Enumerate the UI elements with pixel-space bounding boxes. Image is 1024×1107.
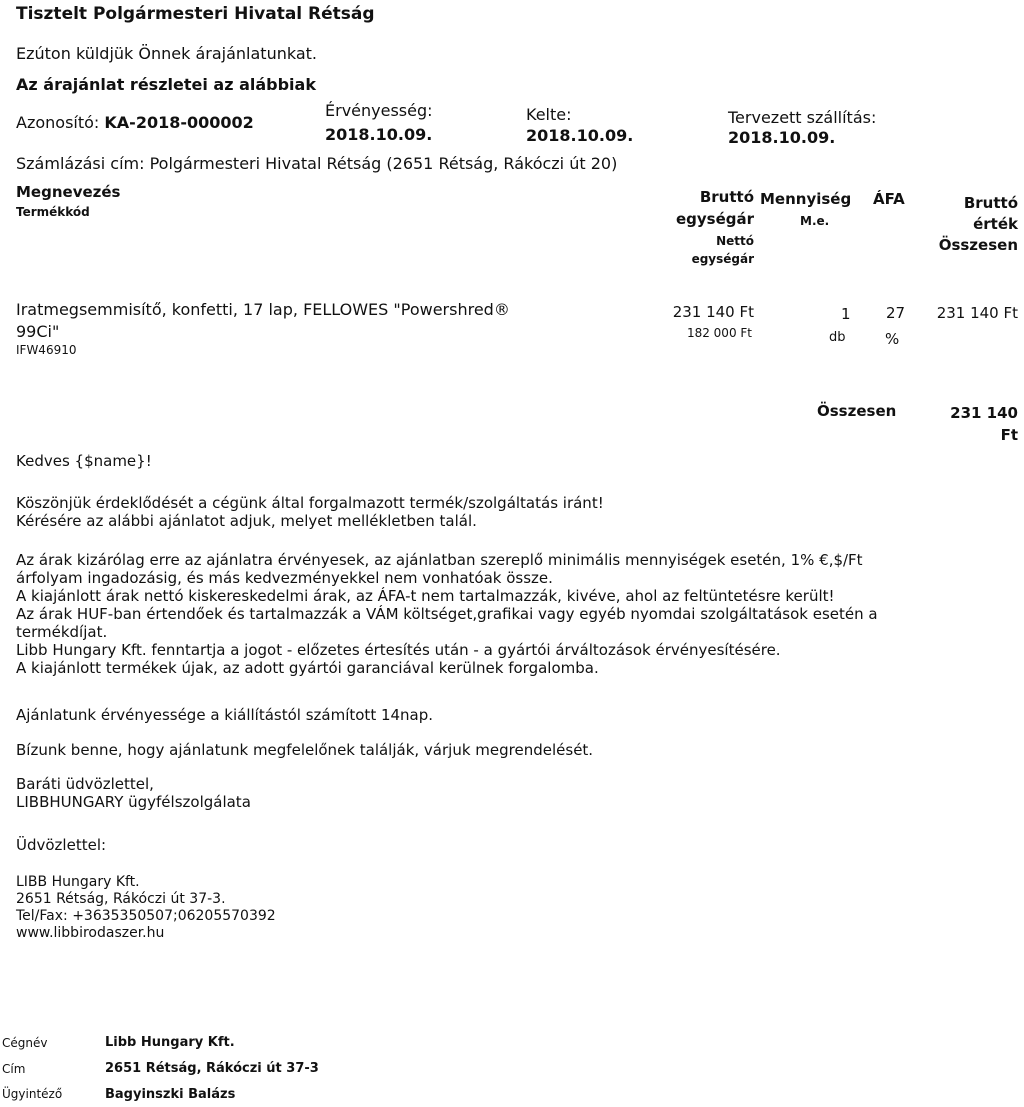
greeting: Kedves {$name}! — [16, 452, 152, 470]
paragraph-line: Az árak kizárólag erre az ajánlatra érvényesek, az ajánlatban szereplő minimális mennyiségek esetén, 1% €,$/Ft — [16, 551, 863, 569]
item-net-unit: 182 000 Ft — [686, 326, 752, 340]
billing-value: Polgármesteri Hivatal Rétság (2651 Rétság, Rákóczi út 20) — [149, 154, 618, 173]
delivery-label: Tervezett szállítás: — [728, 108, 877, 127]
closing: Üdvözlettel: — [16, 836, 107, 854]
footer-company-value: Libb Hungary Kft. — [105, 1035, 235, 1050]
paragraph-line: árfolyam ingadozásig, és más kedvezményekkel nem vonhatóak össze. — [16, 569, 553, 587]
paragraph-line: A kiajánlott árak nettó kiskereskedelmi árak, az ÁFA-t nem tartalmazzák, kivéve, ahol az feltüntetésre került! — [16, 587, 835, 605]
regards-line: LIBBHUNGARY ügyfélszolgálata — [16, 793, 251, 811]
footer-address-label: Cím — [2, 1062, 26, 1076]
item-name-line1: Iratmegsemmisítő, konfetti, 17 lap, FELLOWES "Powershred® — [16, 300, 510, 319]
col-net-unit-header-1: Nettó — [716, 234, 754, 248]
col-qty-header: Mennyiség — [760, 190, 852, 208]
paragraph-line: Kérésére az alábbi ajánlatot adjuk, melyet mellékletben talál. — [16, 512, 477, 530]
paragraph-line: Köszönjük érdeklődését a cégünk által forgalmazott termék/szolgáltatás iránt! — [16, 494, 604, 512]
paragraph-line: Az árak HUF-ban értendőek és tartalmazzák a VÁM költséget,grafikai vagy egyéb nyomdai szolgáltatások esetén a — [16, 605, 878, 623]
item-vat-percent: % — [885, 330, 900, 348]
regards-line: Baráti üdvözlettel, — [16, 775, 154, 793]
footer-agent-label: Ügyintéző — [2, 1087, 63, 1101]
billing-address — [16, 154, 617, 173]
footer-agent-value: Bagyinszki Balázs — [105, 1087, 236, 1102]
item-gross-unit: 231 140 Ft — [672, 303, 754, 321]
date-label: Kelte: — [526, 105, 572, 124]
footer-address-value: 2651 Rétság, Rákóczi út 37-3 — [105, 1061, 319, 1076]
footer-company-label: Cégnév — [2, 1036, 48, 1050]
item-code: IFW46910 — [16, 343, 77, 357]
col-gross-unit-header-1: Bruttó — [699, 188, 754, 206]
hope-sentence: Bízunk benne, hogy ajánlatunk megfelelőnek találják, várjuk megrendelését. — [16, 741, 594, 759]
intro-text: Ezúton küldjük Önnek árajánlatunkat. — [16, 44, 317, 63]
col-gross-unit-header-2: egységár — [675, 210, 754, 228]
col-name-header: Megnevezés — [16, 183, 121, 201]
col-gross-value-header-1: Bruttó — [963, 194, 1018, 212]
item-unit: db — [829, 330, 846, 345]
item-gross-value: 231 140 Ft — [936, 304, 1018, 322]
company-website: www.libbirodaszer.hu — [16, 925, 165, 941]
company-phone: Tel/Fax: +3635350507;06205570392 — [16, 908, 276, 924]
col-code-header: Termékkód — [16, 205, 90, 219]
paragraph-line: termékdíjat. — [16, 623, 108, 641]
item-name-line2: 99Ci" — [16, 322, 60, 341]
delivery-value: 2018.10.09. — [728, 128, 836, 147]
col-net-unit-header-2: egységár — [691, 252, 754, 266]
sum-currency: Ft — [1000, 426, 1018, 444]
item-qty: 1 — [841, 305, 851, 323]
regards-block — [16, 775, 251, 811]
terms-paragraph — [16, 551, 878, 677]
details-heading: Az árajánlat részletei az alábbiak — [16, 75, 316, 94]
letter-title: Tisztelt Polgármesteri Hivatal Rétság — [16, 4, 375, 24]
validity-sentence: Ajánlatunk érvényessége a kiállítástól számított 14nap. — [16, 706, 434, 724]
col-total-header: Összesen — [938, 236, 1018, 254]
paragraph-line: Libb Hungary Kft. fenntartja a jogot - előzetes értesítés után - a gyártói árváltozások érvényesítésére. — [16, 641, 781, 659]
id-value: KA-2018-000002 — [104, 113, 254, 132]
col-gross-value-header-2: érték — [973, 215, 1018, 233]
thanks-paragraph — [16, 494, 604, 530]
col-vat-header: ÁFA — [873, 190, 905, 208]
item-vat: 27 — [886, 304, 906, 322]
id-field — [16, 113, 254, 132]
sum-value: 231 140 — [950, 404, 1018, 422]
billing-label: Számlázási cím: — [16, 154, 145, 173]
id-label: Azonosító: — [16, 113, 100, 132]
validity-label: Érvényesség: — [325, 101, 433, 120]
company-address: 2651 Rétság, Rákóczi út 37-3. — [16, 891, 226, 907]
validity-value: 2018.10.09. — [325, 125, 433, 144]
date-value: 2018.10.09. — [526, 126, 634, 145]
col-unit-header: M.e. — [800, 214, 830, 228]
paragraph-line: A kiajánlott termékek újak, az adott gyártói garanciával kerülnek forgalomba. — [16, 659, 599, 677]
signature-block — [16, 874, 276, 942]
company-name: LIBB Hungary Kft. — [16, 874, 140, 890]
sum-label: Összesen — [817, 402, 897, 420]
